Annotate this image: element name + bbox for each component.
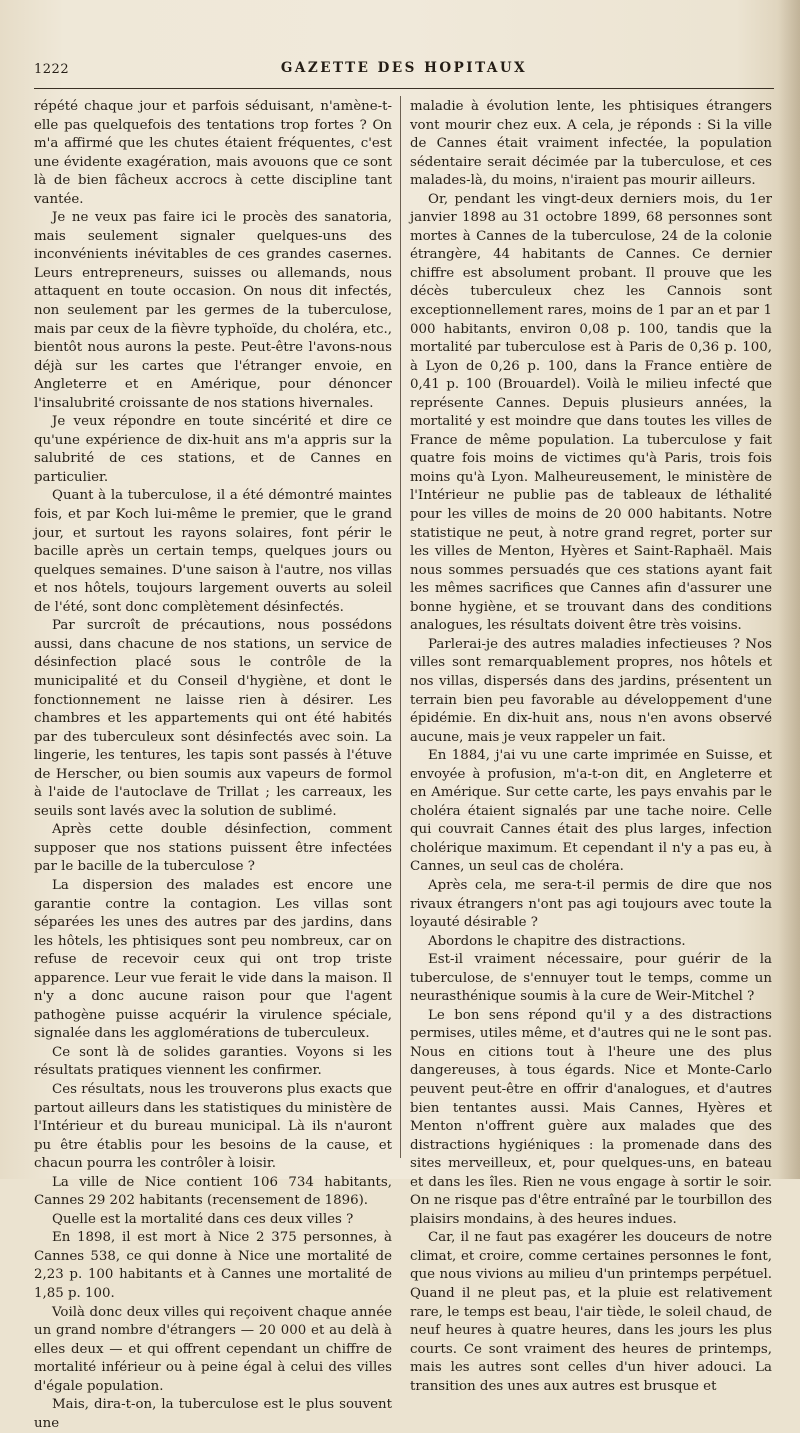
column-divider [400, 96, 401, 1158]
paragraph: Car, il ne faut pas exagérer les douceurs de notre climat, et croire, comme certaines personnes le font, que nous vivions au milieu d'un printemps perpétuel. Quand il ne pleut pas, et la pluie est relativement rare, le temps est beau, l'air tiède, le soleil chaud, de neuf heures à quatre heures, dans les jours les plus courts. Ce sont vraiment des heures de printemps, mais les autres sont celles d'un hiver adouci. La transition des unes aux autres est brusque et [410, 1230, 772, 1394]
paragraph: Quant à la tuberculose, il a été démontré maintes fois, et par Koch lui-même le premier, que le grand jour, et surtout les rayons solaires, font périr le bacille après un certain temps, quelques jours ou quelques semaines. D'une saison à l'autre, nos villas et nos hôtels, toujours largement ouverts au soleil de l'été, sont donc complètement désinfectés. [34, 488, 392, 615]
paragraph: En 1898, il est mort à Nice 2 375 personnes, à Cannes 538, ce qui donne à Nice une mortalité de 2,23 p. 100 habitants et à Cannes une mortalité de 1,85 p. 100. [34, 1230, 392, 1301]
paragraph: répété chaque jour et parfois séduisant, n'amène-t-elle pas quelquefois des tentations trop fortes ? On m'a affirmé que les chutes étaient fréquentes, c'est une évidente exagération, mais avouons que ce sont là de bien fâcheux accrocs à cette discipline tant vantée. [34, 99, 392, 207]
paragraph: La ville de Nice contient 106 734 habitants, Cannes 29 202 habitants (recensement de 1896). [34, 1174, 392, 1209]
running-title: GAZETTE DES HOPITAUX [280, 60, 528, 76]
page-number: 1222 [34, 62, 70, 77]
paragraph: maladie à évolution lente, les phtisiques étrangers vont mourir chez eux. A cela, je réponds : Si la ville de Cannes était vraiment infectée, la population sédentaire serait décimée par la tuberculose, et ces malades-là, du moins, n'iraient pas mourir ailleurs. [410, 99, 772, 189]
page-header [34, 60, 774, 82]
paragraph: Je veux répondre en toute sincérité et dire ce qu'une expérience de dix-huit ans m'a appris sur la salubrité de ces stations, et de Cannes en particulier. [34, 414, 392, 485]
paragraph: Ce sont là de solides garanties. Voyons si les résultats pratiques viennent les confirmer. [34, 1044, 392, 1079]
paragraph: Or, pendant les vingt-deux derniers mois, du 1er janvier 1898 au 31 octobre 1899, 68 personnes sont mortes à Cannes de la tuberculose, 24 de la colonie étrangère, 44 habitants de Cannes. Ce dernier chiffre est absolument probant. Il prouve que les décès tuberculeux chez les Cannois sont exceptionnellement rares, moins de 1 par an et par 1 000 habitants, environ 0,08 p. 100, tandis que la mortalité par tuberculose est à Paris de 0,36 p. 100, à Lyon de 0,26 p. 100, dans la France entière de 0,41 p. 100 (Brouardel). Voilà le milieu infecté que représente Cannes. Depuis plusieurs années, la mortalité y est moindre que dans toutes les villes de France de même population. La tuberculose y fait quatre fois moins de victimes qu'à Paris, trois fois moins qu'à Lyon. Malheureusement, le ministère de l'Intérieur ne publie pas de tableaux de léthalité pour les villes de moins de 20 000 habitants. Notre statistique ne peut, à notre grand regret, porter sur les villes de Menton, Hyères et Saint-Raphaël. Mais nous sommes persuadés que ces stations ayant fait les mêmes sacrifices que Cannes afin d'assurer une bonne hygiène, et se trouvant dans des conditions analogues, les résultats doivent être très voisins. [410, 191, 772, 634]
paragraph: Par surcroît de précautions, nous possédons aussi, dans chacune de nos stations, un service de désinfection placé sous le contrôle de la municipalité et du Conseil d'hygiène, et dont le fonctionnement ne laisse rien à désirer. Les chambres et les appartements qui ont été habités par des tuberculeux sont désinfectés avec soin. La lingerie, les tentures, les tapis sont passés à l'étuve de Herscher, ou bien soumis aux vapeurs de formol à l'aide de l'autoclave de Trillat ; les carreaux, les seuils sont lavés avec la solution de sublimé. [34, 618, 392, 819]
paragraph: Est-il vraiment nécessaire, pour guérir de la tuberculose, de s'ennuyer tout le temps, comme un neurasthénique soumis à la cure de Weir-Mitchel ? [410, 952, 772, 1005]
page-edge-shadow [778, 0, 800, 1179]
paragraph: Voilà donc deux villes qui reçoivent chaque année un grand nombre d'étrangers — 20 000 et au delà à elles deux — et qui offrent cependant un chiffre de mortalité inférieur ou à peine égal à celui des villes d'égale population. [34, 1304, 392, 1394]
header-rule [34, 88, 774, 89]
right-column [410, 98, 772, 1396]
paragraph: Je ne veux pas faire ici le procès des sanatoria, mais seulement signaler quelques-uns des inconvénients inévitables de ces grandes casernes. Leurs entrepreneurs, suisses ou allemands, nous attaquent en toute occasion. On nous dit infectés, non seulement par les germes de la tuberculose, mais par ceux de la fièvre typhoïde, du choléra, etc., bientôt nous aurons la peste. Peut-être l'avons-nous déjà sur les cartes que l'étranger envoie, en Angleterre et en Amérique, pour dénoncer l'insalubrité croissante de nos stations hivernales. [34, 210, 392, 411]
paragraph: Quelle est la mortalité dans ces deux villes ? [52, 1211, 354, 1227]
paragraph: Ces résultats, nous les trouverons plus exacts que partout ailleurs dans les statistiques du ministère de l'Intérieur et du bureau municipal. Là ils n'auront pu être établis pour les besoins de la cause, et chacun pourra les contrôler à loisir. [34, 1081, 392, 1172]
paragraph: La dispersion des malades est encore une garantie contre la contagion. Les villas sont séparées les unes des autres par des jardins, dans les hôtels, les phtisiques sont peu nombreux, car on refuse de recevoir ceux qui ont trop triste apparence. Leur vue ferait le vide dans la maison. Il n'y a donc aucune raison pour que l'agent pathogène puisse acquérir la virulence spéciale, signalée dans les agglomérations de tuberculeux. [34, 877, 392, 1042]
left-column [34, 98, 392, 1433]
paragraph: En 1884, j'ai vu une carte imprimée en Suisse, et envoyée à profusion, m'a-t-on dit, en Angleterre et en Amérique. Sur cette carte, les pays envahis par le choléra étaient signalés par une tache noire. Celle qui couvrait Cannes était des plus larges, infection cholérique maximum. Et cependant il n'y a pas eu, à Cannes, un seul cas de choléra. [410, 748, 772, 875]
paragraph: Abordons le chapitre des distractions. [428, 933, 686, 949]
paragraph: Mais, dira-t-on, la tuberculose est le plus souvent une [34, 1397, 392, 1431]
paragraph: Parlerai-je des autres maladies infectieuses ? Nos villes sont remarquablement propres, nos hôtels et nos villas, dispersés dans des jardins, présentent un terrain bien peu favorable au développement d'une épidémie. En dix-huit ans, nous n'en avons observé aucune, mais je veux rappeler un fait. [410, 636, 772, 745]
paragraph: Après cette double désinfection, comment supposer que nos stations puissent être infectées par le bacille de la tuberculose ? [34, 822, 392, 875]
paragraph: Le bon sens répond qu'il y a des distractions permises, utiles même, et d'autres qui ne le sont pas. Nous en citions tout à l'heure une des plus dangereuses, à tous égards. Nice et Monte-Carlo peuvent peut-être en offrir d'analogues, et d'autres bien tentantes aussi. Mais Cannes, Hyères et Menton n'offrent guère aux malades que des distractions hygiéniques : la promenade dans des sites merveilleux, et, pour quelques-uns, en bateau et dans les îles. Rien ne vous engage à sortir le soir. On ne risque pas d'être entraîné par le tourbillon des plaisirs mondains, à des heures indues. [410, 1007, 772, 1227]
paragraph: Après cela, me sera-t-il permis de dire que nos rivaux étrangers n'ont pas agi toujours avec toute la loyauté désirable ? [410, 877, 772, 931]
